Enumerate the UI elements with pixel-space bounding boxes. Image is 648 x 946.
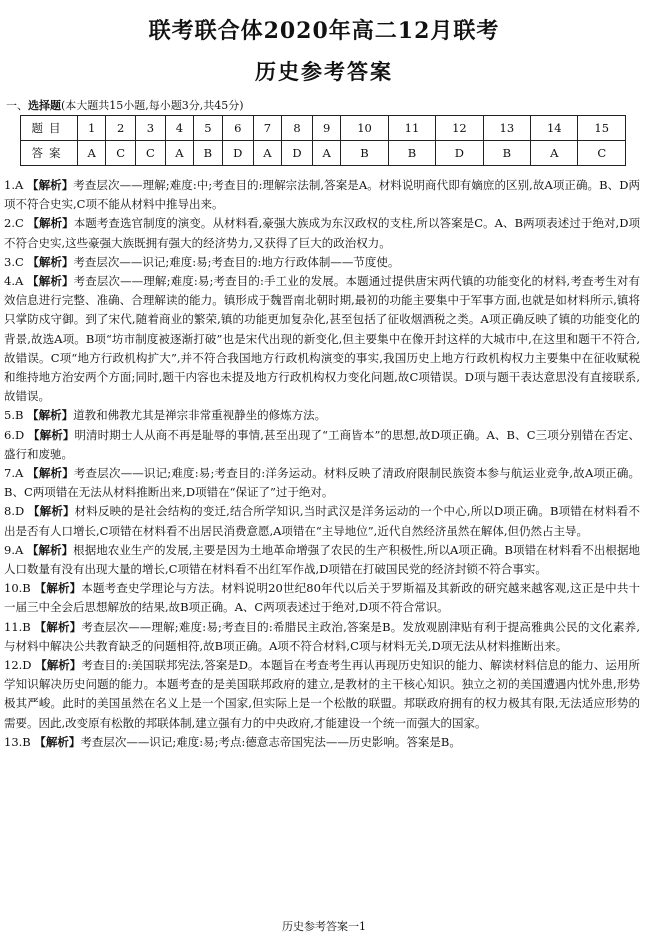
analysis-tag: 【解析】 [28, 504, 75, 519]
section-number: 一、 [6, 99, 28, 112]
question-answer-label: 6.D [4, 427, 25, 442]
question-explanation [4, 253, 640, 272]
section-name: 选择题 [28, 99, 61, 112]
row-header-question: 题目 [21, 116, 78, 141]
question-number-cell: 10 [341, 116, 388, 141]
question-explanation [4, 272, 640, 406]
answer-cell: D [282, 141, 313, 166]
question-number-cell: 5 [194, 116, 223, 141]
answer-cell: B [388, 141, 435, 166]
analysis-tag: 【解析】 [34, 581, 82, 596]
answer-table [20, 115, 626, 166]
answer-cell: B [194, 141, 223, 166]
question-explanation [4, 464, 640, 502]
question-number-cell: 2 [106, 116, 136, 141]
analysis-text: 道教和佛教尤其是禅宗非常重视静坐的修炼方法。 [73, 408, 327, 423]
analysis-tag: 【解析】 [27, 274, 74, 289]
question-number-cell: 9 [313, 116, 341, 141]
question-answer-label: 1.A [4, 178, 24, 192]
analysis-tag: 【解析】 [27, 178, 74, 192]
question-answer-label: 3.C [4, 254, 24, 269]
exam-title: 联考联合体2020年高二12月联考 [148, 18, 500, 44]
question-answer-label: 4.A [4, 274, 24, 289]
analysis-tag: 【解析】 [27, 427, 75, 442]
answer-cell: A [313, 141, 341, 166]
question-number-cell: 12 [436, 116, 483, 141]
question-answer-label: 13.B [4, 734, 31, 749]
question-number-cell: 3 [136, 116, 166, 141]
question-explanation [4, 214, 640, 252]
analysis-tag: 【解析】 [34, 734, 81, 749]
question-explanation [4, 656, 640, 733]
question-answer-label: 5.B [4, 408, 24, 423]
question-answer-label: 7.A [4, 466, 24, 481]
analysis-tag: 【解析】 [27, 408, 74, 423]
analysis-text: 考查目的:美国联邦宪法,答案是D。本题旨在考查考生再认再现历史知识的能力、解读材料信息的能力、运用所学知识解决历史问题的能力。本题考查的是美国联邦政府的建立,是教材的主干核心知识。独立之初的美国遭遇内忧外患,形势极其严峻。此时的美国虽然在名义上是一个国家,但实际上是一个松散的联盟。邦联政府拥有的权力极其有限,无法适应形势的需要。因此,改变原有松散的邦联体制,建立强有力的中央政府,才能建设一个统一而强大的国家。 [4, 658, 641, 730]
question-explanation [4, 733, 640, 752]
question-answer-label: 2.C [4, 216, 24, 231]
question-answer-label: 12.D [4, 658, 32, 673]
analysis-text: 材料反映的是社会结构的变迁,结合所学知识,当时武汉是洋务运动的一个中心,所以D项正确。B项错在材料看不出是否有人口增长,C项错在材料看不出居民消费意愿,A项错在“主导地位”,近代自然经济虽然在解体,但仍然占主导。 [4, 504, 640, 538]
question-number-cell: 13 [483, 116, 530, 141]
section-heading [6, 97, 244, 113]
question-explanation [4, 176, 640, 214]
question-number-cell: 7 [253, 116, 281, 141]
analysis-tag: 【解析】 [26, 542, 74, 557]
question-answer-label: 10.B [4, 581, 31, 596]
question-number-cell: 1 [78, 116, 106, 141]
answer-cell: D [222, 141, 253, 166]
analysis-tag: 【解析】 [27, 216, 74, 231]
question-explanation [4, 618, 640, 656]
answer-cell: C [578, 141, 626, 166]
table-row-answers [21, 141, 626, 166]
question-answer-label: 11.B [4, 619, 31, 634]
analysis-text: 考查层次——识记;难度:易;考查目的:洋务运动。材料反映了清政府限制民族资本参与航运业竞争,故A项正确。B、C两项错在无法从材料推断出来,D项错在“保证了”过于绝对。 [4, 466, 641, 500]
answer-cell: A [165, 141, 193, 166]
question-explanation [4, 502, 640, 540]
analysis-tag: 【解析】 [34, 619, 82, 634]
row-header-answer: 答案 [21, 141, 78, 166]
question-number-cell: 15 [578, 116, 626, 141]
answer-cell: B [483, 141, 530, 166]
section-note: (本大题共15小题,每小题3分,共45分) [61, 99, 244, 112]
analysis-text: 本题考查选官制度的演变。从材料看,豪强大族成为东汉政权的支柱,所以答案是C。A、B两项表述过于绝对,D项不符合史实,这些豪强大族既拥有强大的经济势力,又获得了巨大的政治权力。 [4, 216, 640, 250]
question-explanation [4, 426, 640, 464]
analysis-text: 考查层次——理解;难度:中;考查目的:理解宗法制,答案是A。材料说明商代即有嫡庶的区别,故A项正确。B、D两项不符合史实,C项不能从材料中推导出来。 [4, 178, 641, 212]
document-subtitle: 历史参考答案 [255, 59, 393, 84]
analysis-text: 考查层次——理解;难度:易;考查目的:希腊民主政治,答案是B。发放观剧津贴有利于提高雅典公民的文化素养,与材料中解决公共教育缺乏的问题相符,故B项正确。A项不符合材料,C项与材料无关,D项无法从材料推断出来。 [4, 619, 641, 653]
question-number-cell: 14 [531, 116, 578, 141]
analysis-text: 本题考查史学理论与方法。材料说明20世纪80年代以后关于罗斯福及其新政的研究越来越客观,这正是中共十一届三中全会后思想解放的结果,故B项正确。A、C两项表述过于绝对,D项不符合常识。 [4, 581, 641, 615]
analysis-text: 明清时期士人从商不再是耻辱的事情,甚至出现了“工商皆本”的思想,故D项正确。A、B、C三项分别错在否定、盛行和废驰。 [4, 427, 641, 461]
page-footer: 历史参考答案一1 [282, 920, 366, 933]
answer-cell: C [136, 141, 166, 166]
analysis-text: 考查层次——识记;难度:易;考点:德意志帝国宪法——历史影响。答案是B。 [80, 734, 461, 749]
analysis-tag: 【解析】 [27, 466, 74, 481]
question-explanation [4, 541, 640, 579]
question-answer-label: 9.A [4, 542, 24, 557]
answer-cell: A [78, 141, 106, 166]
question-number-cell: 11 [388, 116, 435, 141]
explanations [4, 176, 640, 752]
question-explanation [4, 579, 640, 617]
analysis-text: 考查层次——识记;难度:易;考查目的:地方行政体制——节度使。 [73, 254, 400, 269]
question-number-cell: 6 [222, 116, 253, 141]
question-explanation [4, 406, 640, 425]
answer-cell: D [436, 141, 483, 166]
analysis-text: 考查层次——理解;难度:易;考查目的:手工业的发展。本题通过提供唐宋两代镇的功能变化的材料,考查考生对有效信息进行完整、准确、合理解读的能力。镇形成于魏晋南北朝时期,最初的功能主要集中于军事方面,也就是如材料所示,镇将只掌防戍守御。到了宋代,随着商业的繁荣,镇的功能更加复杂化,甚至包括了征收烟酒税之类。A项正确反映了镇的功能变化的背景,故选A项。B项“坊市制度被逐渐打破”也是宋代出现的新变化,但主要集中在像开封这样的大城市中,在这里和题干不符合,故错误。C项“地方行政机构扩大”,并不符合我国地方行政机构演变的事实,我国历史上地方行政机构权力主要集中在征收赋税和维持地方治安两个方面;同时,题干内容也未提及地方行政机构权力变化问题,故C项错误。D项与题干表达意思没有直接联系,故错误。 [4, 274, 641, 404]
analysis-tag: 【解析】 [27, 254, 74, 269]
analysis-text: 根据地农业生产的发展,主要是因为土地革命增强了农民的生产积极性,所以A项正确。B项错在材料看不出根据地人口数量有没有出现大量的增长,C项错在材料看不出红军作战,D项错在打破国民党的经济封锁不符合事实。 [4, 542, 641, 577]
question-number-cell: 8 [282, 116, 313, 141]
question-answer-label: 8.D [4, 504, 25, 519]
answer-cell: A [253, 141, 281, 166]
answer-cell: C [106, 141, 136, 166]
table-row-numbers [21, 116, 626, 141]
answer-cell: A [531, 141, 578, 166]
answer-cell: B [341, 141, 388, 166]
question-number-cell: 4 [165, 116, 193, 141]
analysis-tag: 【解析】 [35, 658, 82, 673]
